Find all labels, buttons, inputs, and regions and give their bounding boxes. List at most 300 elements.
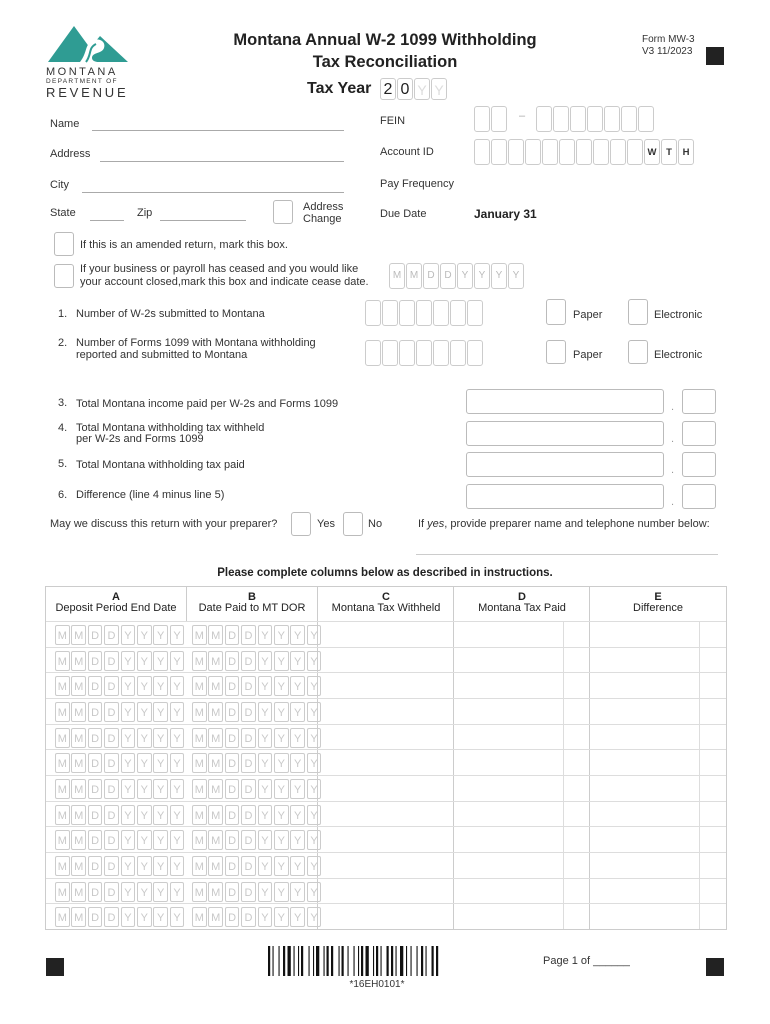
date-digit-cell[interactable]: Y [153,830,168,850]
amount-input-d[interactable] [454,648,589,674]
date-digit-cell[interactable]: D [241,856,256,876]
date-digit-cell[interactable]: Y [307,625,322,645]
fein-digit[interactable] [570,106,586,132]
date-digit-cell[interactable]: Y [121,676,136,696]
date-digit-cell[interactable]: Y [137,676,152,696]
preparer-info-input[interactable] [416,544,718,555]
digit-cell[interactable] [433,340,449,366]
fein-digit[interactable] [604,106,620,132]
date-digit-cell[interactable]: Y [170,676,185,696]
date-digit-cell[interactable]: Y [274,625,289,645]
date-digit-cell[interactable]: D [104,651,119,671]
date-digit-cell[interactable]: M [192,779,207,799]
date-digit-cell[interactable]: Y [274,830,289,850]
date-digit-cell[interactable]: Y [170,702,185,722]
date-digit-cell[interactable]: D [104,882,119,902]
amount-input-d[interactable] [454,904,589,930]
date-digit-cell[interactable]: Y [307,907,322,927]
date-digit-cell[interactable]: Y [274,907,289,927]
line-1-paper-checkbox[interactable] [546,299,566,325]
date-input-b[interactable] [192,753,323,773]
date-digit-cell[interactable]: Y [290,651,305,671]
amount-input-c[interactable] [318,904,453,930]
date-digit-cell[interactable]: D [225,728,240,748]
date-digit-cell[interactable]: Y [121,753,136,773]
date-digit-cell[interactable]: Y [170,651,185,671]
date-digit-cell[interactable]: Y [258,907,273,927]
digit-cell[interactable] [416,300,432,326]
name-input[interactable] [92,116,344,131]
date-digit-cell[interactable]: M [192,830,207,850]
date-digit-cell[interactable]: D [104,805,119,825]
date-digit-cell[interactable]: D [88,882,103,902]
date-digit-cell[interactable]: M [208,651,223,671]
date-digit-cell[interactable]: D [241,625,256,645]
date-digit-cell[interactable]: Y [258,830,273,850]
amount-input-d[interactable] [454,673,589,699]
date-digit-cell[interactable]: Y [258,779,273,799]
date-digit-cell[interactable]: D [88,753,103,773]
line-4-dollars-input[interactable] [466,421,664,446]
date-input-a[interactable] [55,830,186,850]
date-input-a[interactable] [55,753,186,773]
amount-input-c[interactable] [318,776,453,802]
date-digit-cell[interactable]: D [241,830,256,850]
city-input[interactable] [82,178,344,193]
account-digit[interactable] [542,139,558,165]
date-digit-cell[interactable]: D [104,779,119,799]
date-digit-cell[interactable]: M [55,907,70,927]
cease-date-digit[interactable]: Y [457,263,473,289]
zip-input[interactable] [160,206,246,221]
date-digit-cell[interactable]: D [241,753,256,773]
address-change-checkbox[interactable] [273,200,293,224]
date-digit-cell[interactable]: Y [290,882,305,902]
date-input-b[interactable] [192,882,323,902]
date-input-b[interactable] [192,625,323,645]
fein-digit[interactable] [638,106,654,132]
date-digit-cell[interactable]: Y [137,753,152,773]
date-digit-cell[interactable]: Y [290,907,305,927]
digit-cell[interactable] [382,340,398,366]
date-digit-cell[interactable]: D [104,625,119,645]
cease-date-digit[interactable]: D [423,263,439,289]
digit-cell[interactable] [416,340,432,366]
date-digit-cell[interactable]: Y [307,702,322,722]
date-digit-cell[interactable]: M [208,753,223,773]
date-digit-cell[interactable]: Y [274,882,289,902]
amount-input-c[interactable] [318,750,453,776]
date-input-a[interactable] [55,651,186,671]
account-digit[interactable] [525,139,541,165]
cease-date-digit[interactable]: M [406,263,422,289]
date-digit-cell[interactable]: Y [290,779,305,799]
date-digit-cell[interactable]: Y [153,676,168,696]
account-digit[interactable] [576,139,592,165]
date-digit-cell[interactable]: M [55,728,70,748]
date-digit-cell[interactable]: M [192,907,207,927]
date-digit-cell[interactable]: Y [307,830,322,850]
date-digit-cell[interactable]: Y [137,805,152,825]
date-digit-cell[interactable]: Y [170,753,185,773]
amended-checkbox[interactable] [54,232,74,256]
date-input-b[interactable] [192,779,323,799]
account-digit[interactable] [593,139,609,165]
date-digit-cell[interactable]: D [88,907,103,927]
state-input[interactable] [90,206,124,221]
account-digit[interactable] [627,139,643,165]
amount-input-c[interactable] [318,673,453,699]
line-5-cents-input[interactable] [682,452,716,477]
date-digit-cell[interactable]: Y [307,753,322,773]
date-digit-cell[interactable]: Y [258,728,273,748]
date-digit-cell[interactable]: Y [258,882,273,902]
digit-cell[interactable] [365,340,381,366]
digit-cell[interactable] [467,340,483,366]
date-digit-cell[interactable]: D [241,805,256,825]
date-digit-cell[interactable]: Y [290,753,305,773]
date-digit-cell[interactable]: D [241,651,256,671]
date-digit-cell[interactable]: Y [258,625,273,645]
date-input-b[interactable] [192,676,323,696]
date-digit-cell[interactable]: Y [153,856,168,876]
date-digit-cell[interactable]: D [225,882,240,902]
cease-date-digit[interactable]: Y [491,263,507,289]
date-digit-cell[interactable]: D [225,805,240,825]
fein-field[interactable] [474,106,655,132]
fein-digit[interactable] [553,106,569,132]
date-digit-cell[interactable]: Y [121,805,136,825]
date-input-a[interactable] [55,676,186,696]
account-digit[interactable] [474,139,490,165]
cease-date-digit[interactable]: M [389,263,405,289]
date-digit-cell[interactable]: Y [274,676,289,696]
date-digit-cell[interactable]: Y [258,753,273,773]
date-digit-cell[interactable]: Y [153,625,168,645]
amount-input-c[interactable] [318,802,453,828]
date-digit-cell[interactable]: D [88,676,103,696]
fein-digit[interactable] [621,106,637,132]
date-digit-cell[interactable]: Y [307,805,322,825]
date-digit-cell[interactable]: Y [274,856,289,876]
amount-input-c[interactable] [318,725,453,751]
date-digit-cell[interactable]: M [208,676,223,696]
date-digit-cell[interactable]: M [192,702,207,722]
date-digit-cell[interactable]: Y [290,805,305,825]
amount-input-d[interactable] [454,879,589,905]
date-digit-cell[interactable]: D [225,625,240,645]
date-digit-cell[interactable]: M [208,625,223,645]
line-2-input[interactable] [365,340,484,366]
date-digit-cell[interactable]: M [55,830,70,850]
date-digit-cell[interactable]: D [104,728,119,748]
date-digit-cell[interactable]: Y [170,805,185,825]
account-digit[interactable] [508,139,524,165]
date-digit-cell[interactable]: D [241,882,256,902]
cease-date-field[interactable] [389,263,525,289]
date-input-a[interactable] [55,882,186,902]
date-digit-cell[interactable]: D [88,702,103,722]
date-digit-cell[interactable]: M [55,625,70,645]
date-digit-cell[interactable]: D [241,728,256,748]
amount-input-d[interactable] [454,802,589,828]
date-digit-cell[interactable]: M [71,728,86,748]
date-digit-cell[interactable]: Y [307,676,322,696]
date-digit-cell[interactable]: M [71,625,86,645]
date-digit-cell[interactable]: Y [153,702,168,722]
line-6-cents-input[interactable] [682,484,716,509]
date-digit-cell[interactable]: Y [121,907,136,927]
date-digit-cell[interactable]: D [225,779,240,799]
cease-date-digit[interactable]: D [440,263,456,289]
date-digit-cell[interactable]: M [71,830,86,850]
date-digit-cell[interactable]: Y [258,856,273,876]
digit-cell[interactable] [450,300,466,326]
date-input-b[interactable] [192,728,323,748]
date-input-b[interactable] [192,856,323,876]
date-digit-cell[interactable]: M [208,856,223,876]
amount-input-e[interactable] [590,648,725,674]
tax-year-digit[interactable]: Y [414,78,430,100]
date-digit-cell[interactable]: Y [170,882,185,902]
line-2-paper-checkbox[interactable] [546,340,566,364]
date-digit-cell[interactable]: D [225,856,240,876]
date-digit-cell[interactable]: M [192,753,207,773]
date-digit-cell[interactable]: M [71,805,86,825]
amount-input-e[interactable] [590,802,725,828]
date-input-b[interactable] [192,651,323,671]
amount-input-e[interactable] [590,673,725,699]
date-digit-cell[interactable]: M [71,753,86,773]
fein-digit[interactable] [587,106,603,132]
amount-input-c[interactable] [318,648,453,674]
amount-input-e[interactable] [590,776,725,802]
date-digit-cell[interactable]: D [241,702,256,722]
tax-year-field[interactable] [380,78,448,100]
account-digit[interactable] [559,139,575,165]
amount-input-e[interactable] [590,622,725,648]
digit-cell[interactable] [399,340,415,366]
date-digit-cell[interactable]: M [208,702,223,722]
date-digit-cell[interactable]: D [241,779,256,799]
date-digit-cell[interactable]: Y [274,651,289,671]
amount-input-c[interactable] [318,699,453,725]
date-digit-cell[interactable]: D [88,651,103,671]
date-digit-cell[interactable]: M [71,651,86,671]
account-digit[interactable] [610,139,626,165]
date-digit-cell[interactable]: Y [170,830,185,850]
date-digit-cell[interactable]: M [192,676,207,696]
amount-input-d[interactable] [454,827,589,853]
date-digit-cell[interactable]: Y [258,702,273,722]
date-digit-cell[interactable]: Y [137,651,152,671]
date-digit-cell[interactable]: M [208,728,223,748]
date-digit-cell[interactable]: M [55,702,70,722]
date-digit-cell[interactable]: Y [170,728,185,748]
date-digit-cell[interactable]: Y [137,830,152,850]
line-4-cents-input[interactable] [682,421,716,446]
date-digit-cell[interactable]: Y [137,856,152,876]
date-digit-cell[interactable]: Y [137,702,152,722]
digit-cell[interactable] [365,300,381,326]
date-input-b[interactable] [192,805,323,825]
amount-input-e[interactable] [590,879,725,905]
date-digit-cell[interactable]: D [88,779,103,799]
date-digit-cell[interactable]: M [55,882,70,902]
date-digit-cell[interactable]: Y [137,882,152,902]
date-digit-cell[interactable]: M [208,882,223,902]
date-digit-cell[interactable]: Y [290,676,305,696]
date-input-a[interactable] [55,907,186,927]
date-digit-cell[interactable]: D [225,753,240,773]
date-input-a[interactable] [55,728,186,748]
date-digit-cell[interactable]: Y [153,805,168,825]
date-digit-cell[interactable]: M [192,625,207,645]
date-digit-cell[interactable]: Y [121,651,136,671]
cease-date-digit[interactable]: Y [508,263,524,289]
date-input-b[interactable] [192,830,323,850]
line-3-dollars-input[interactable] [466,389,664,414]
date-digit-cell[interactable]: D [88,830,103,850]
date-digit-cell[interactable]: Y [274,779,289,799]
date-digit-cell[interactable]: Y [307,651,322,671]
date-input-b[interactable] [192,907,323,927]
date-digit-cell[interactable]: D [241,676,256,696]
tax-year-digit[interactable]: 0 [397,78,413,100]
fein-digit[interactable] [536,106,552,132]
date-input-a[interactable] [55,702,186,722]
date-digit-cell[interactable]: Y [274,702,289,722]
amount-input-d[interactable] [454,699,589,725]
date-digit-cell[interactable]: M [71,907,86,927]
date-digit-cell[interactable]: Y [290,856,305,876]
date-digit-cell[interactable]: Y [153,753,168,773]
date-digit-cell[interactable]: M [55,779,70,799]
date-digit-cell[interactable]: Y [170,856,185,876]
date-digit-cell[interactable]: Y [153,907,168,927]
account-id-field[interactable] [474,139,695,165]
date-digit-cell[interactable]: M [208,779,223,799]
preparer-yes-checkbox[interactable] [291,512,311,536]
date-digit-cell[interactable]: D [225,651,240,671]
date-digit-cell[interactable]: Y [307,856,322,876]
date-input-a[interactable] [55,805,186,825]
amount-input-d[interactable] [454,853,589,879]
line-6-dollars-input[interactable] [466,484,664,509]
amount-input-e[interactable] [590,725,725,751]
date-digit-cell[interactable]: Y [170,907,185,927]
digit-cell[interactable] [433,300,449,326]
date-digit-cell[interactable]: Y [121,625,136,645]
date-digit-cell[interactable]: M [208,830,223,850]
date-digit-cell[interactable]: Y [153,779,168,799]
digit-cell[interactable] [467,300,483,326]
date-digit-cell[interactable]: M [192,728,207,748]
date-digit-cell[interactable]: M [71,779,86,799]
date-digit-cell[interactable]: M [71,676,86,696]
amount-input-d[interactable] [454,776,589,802]
fein-digit[interactable] [491,106,507,132]
date-digit-cell[interactable]: D [241,907,256,927]
date-input-a[interactable] [55,856,186,876]
date-digit-cell[interactable]: Y [121,856,136,876]
amount-input-c[interactable] [318,853,453,879]
tax-year-digit[interactable]: Y [431,78,447,100]
date-digit-cell[interactable]: Y [290,625,305,645]
date-digit-cell[interactable]: D [225,702,240,722]
date-input-a[interactable] [55,779,186,799]
ceased-checkbox[interactable] [54,264,74,288]
address-input[interactable] [100,147,344,162]
date-digit-cell[interactable]: D [104,830,119,850]
amount-input-e[interactable] [590,853,725,879]
date-digit-cell[interactable]: Y [121,702,136,722]
date-digit-cell[interactable]: D [88,856,103,876]
preparer-no-checkbox[interactable] [343,512,363,536]
date-digit-cell[interactable]: Y [137,907,152,927]
amount-input-e[interactable] [590,904,725,930]
date-digit-cell[interactable]: D [225,830,240,850]
amount-input-c[interactable] [318,879,453,905]
fein-digit[interactable] [474,106,490,132]
account-digit[interactable] [491,139,507,165]
date-digit-cell[interactable]: Y [258,676,273,696]
date-digit-cell[interactable]: Y [307,779,322,799]
digit-cell[interactable] [382,300,398,326]
date-digit-cell[interactable]: Y [258,805,273,825]
date-digit-cell[interactable]: D [88,805,103,825]
date-digit-cell[interactable]: Y [137,625,152,645]
date-digit-cell[interactable]: Y [307,882,322,902]
cease-date-digit[interactable]: Y [474,263,490,289]
date-digit-cell[interactable]: M [192,805,207,825]
date-digit-cell[interactable]: Y [121,882,136,902]
line-1-input[interactable] [365,300,484,326]
date-digit-cell[interactable]: M [192,651,207,671]
date-digit-cell[interactable]: Y [153,728,168,748]
date-digit-cell[interactable]: Y [258,651,273,671]
date-input-a[interactable] [55,625,186,645]
amount-input-e[interactable] [590,699,725,725]
date-digit-cell[interactable]: M [55,651,70,671]
date-digit-cell[interactable]: Y [137,728,152,748]
date-digit-cell[interactable]: D [104,676,119,696]
date-digit-cell[interactable]: Y [170,625,185,645]
date-digit-cell[interactable]: Y [274,753,289,773]
tax-year-digit[interactable]: 2 [380,78,396,100]
date-digit-cell[interactable]: Y [121,728,136,748]
date-digit-cell[interactable]: Y [121,830,136,850]
date-input-b[interactable] [192,702,323,722]
date-digit-cell[interactable]: Y [121,779,136,799]
date-digit-cell[interactable]: Y [290,702,305,722]
date-digit-cell[interactable]: Y [274,805,289,825]
line-3-cents-input[interactable] [682,389,716,414]
date-digit-cell[interactable]: Y [153,651,168,671]
date-digit-cell[interactable]: M [208,907,223,927]
line-1-electronic-checkbox[interactable] [628,299,648,325]
date-digit-cell[interactable]: Y [153,882,168,902]
date-digit-cell[interactable]: M [55,856,70,876]
amount-input-c[interactable] [318,827,453,853]
date-digit-cell[interactable]: Y [307,728,322,748]
date-digit-cell[interactable]: D [225,676,240,696]
date-digit-cell[interactable]: M [192,856,207,876]
date-digit-cell[interactable]: D [104,702,119,722]
date-digit-cell[interactable]: M [55,753,70,773]
date-digit-cell[interactable]: D [88,625,103,645]
date-digit-cell[interactable]: M [55,676,70,696]
